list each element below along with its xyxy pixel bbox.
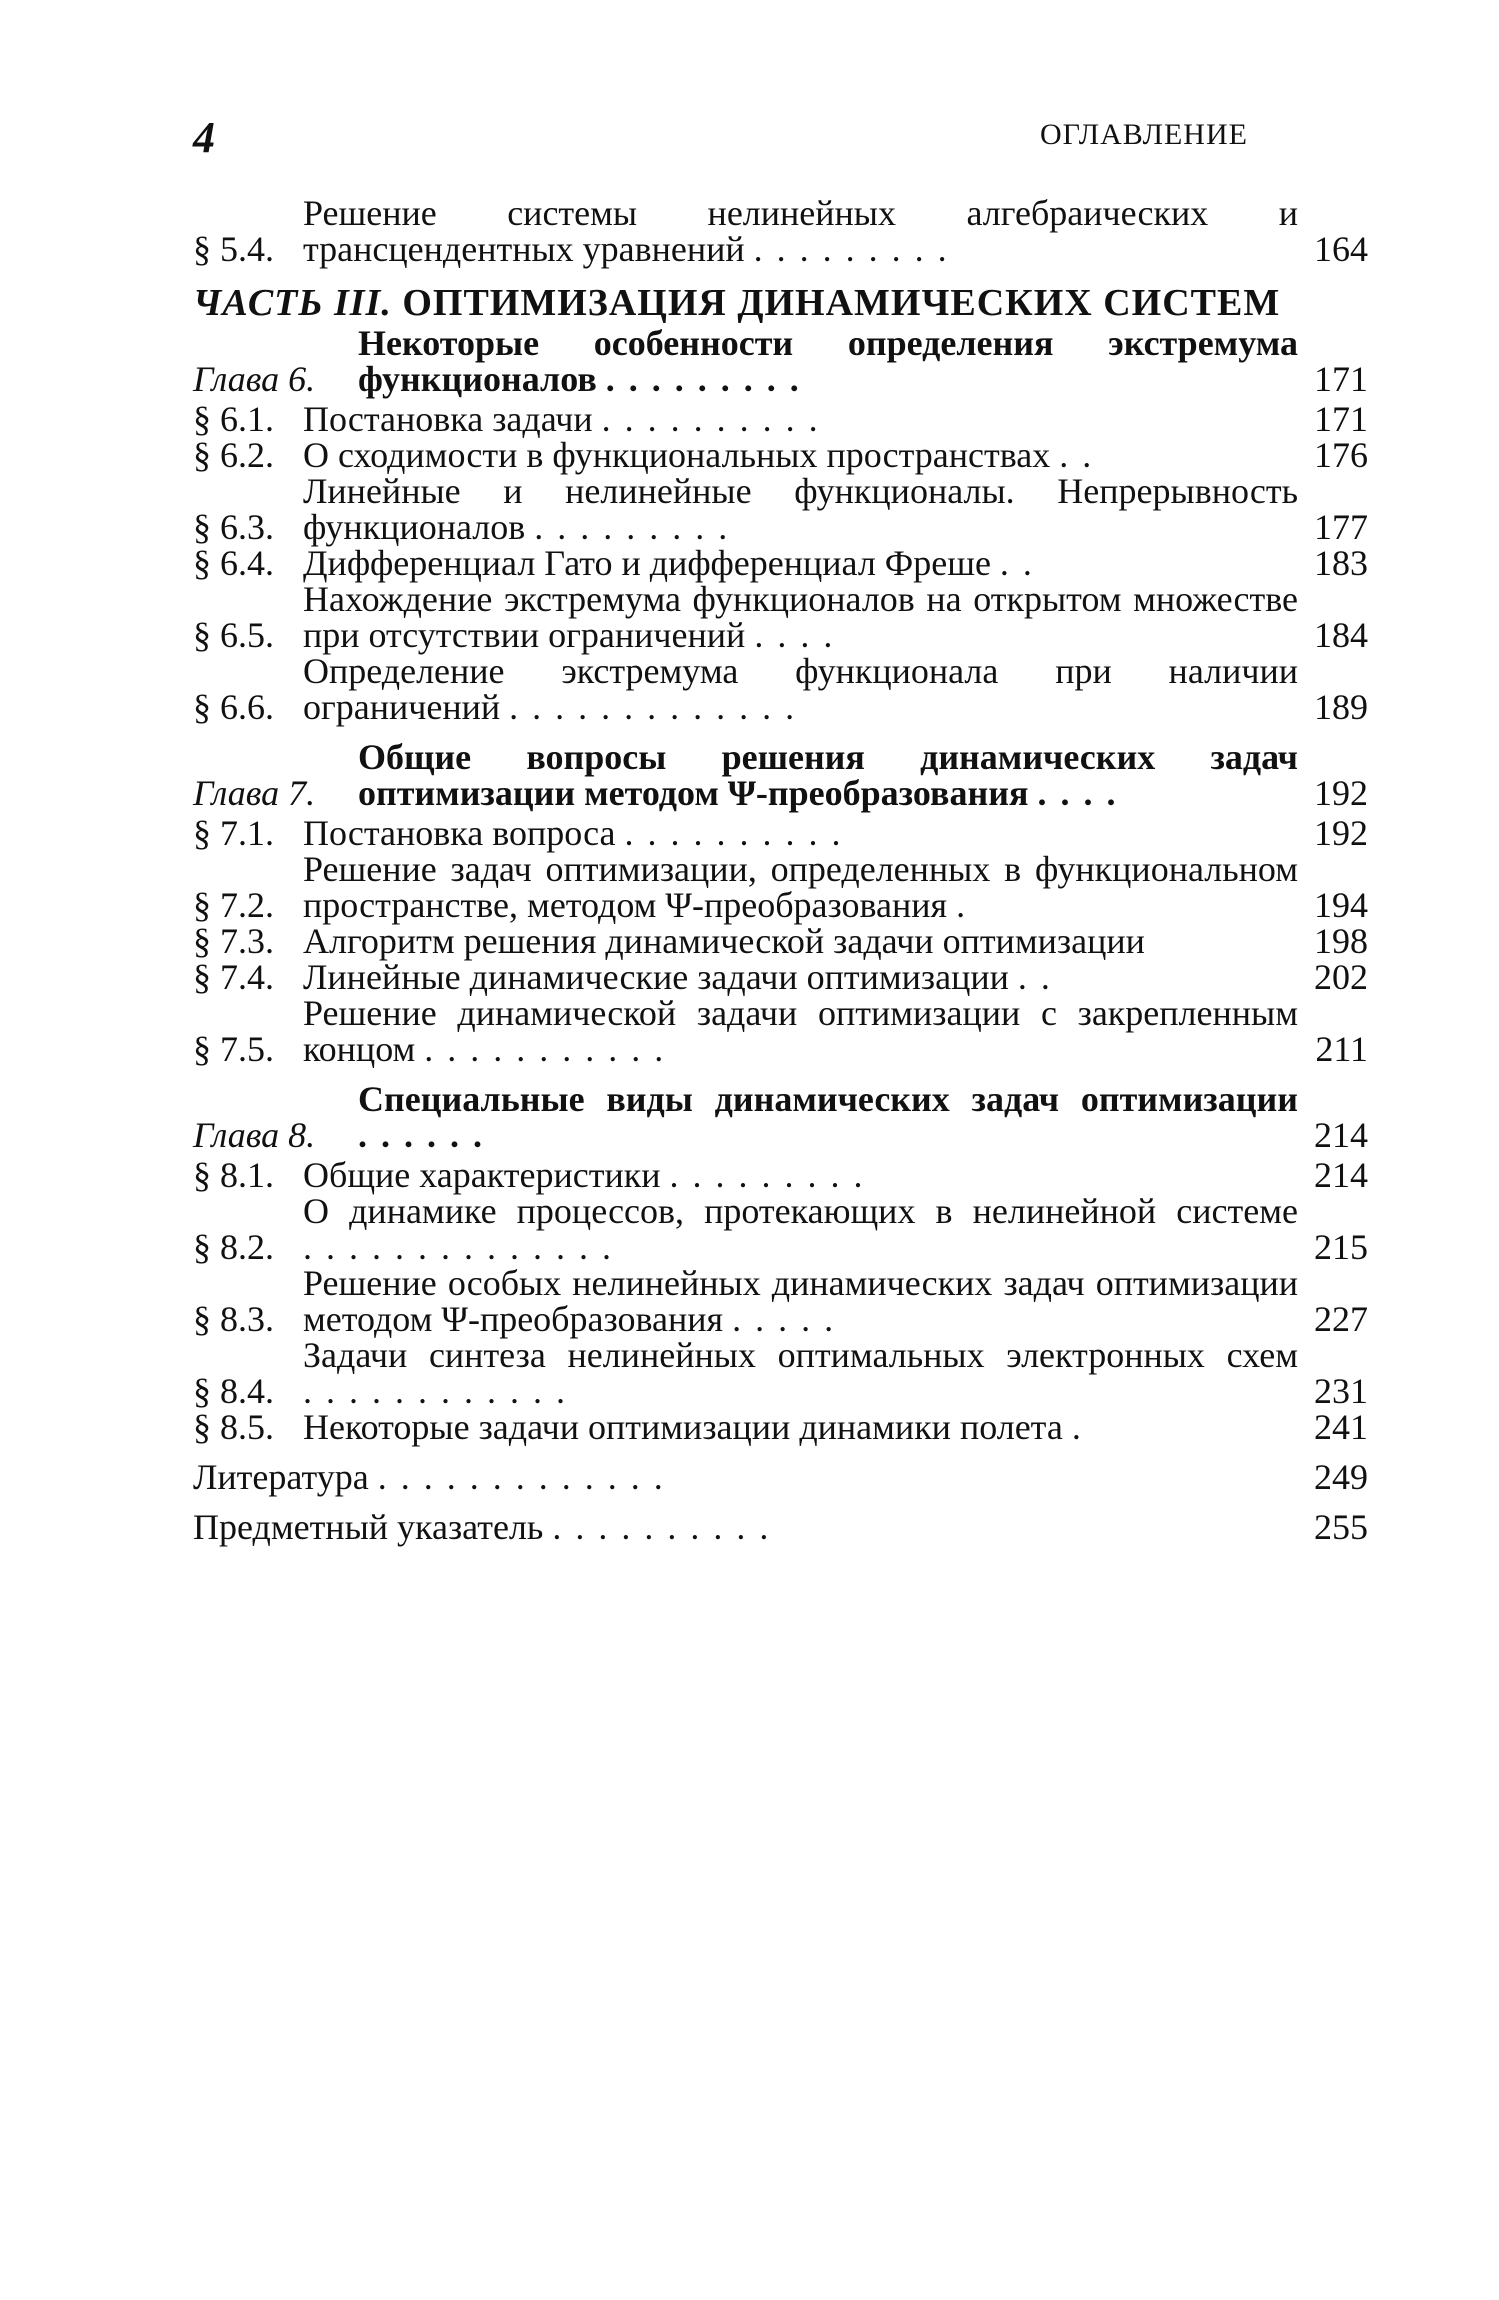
toc-entry (193, 401, 1368, 437)
toc-entry-page: 202 (1314, 957, 1368, 997)
toc-entry-page: 211 (1315, 1029, 1368, 1069)
toc-entry-number: § 6.2. (193, 435, 274, 475)
toc-entry-title: Общие вопросы решения динамических задач оптимизации методом Ψ-преобразования .... (358, 737, 1298, 813)
toc-entry-page: 183 (1314, 543, 1368, 583)
toc-entry-page: 214 (1314, 1155, 1368, 1195)
toc-entry-page: 171 (1314, 359, 1368, 399)
table-of-contents (193, 195, 1368, 1545)
toc-entry-title: Определение экстремума функционала при наличии ограничений ............. (303, 651, 1298, 727)
toc-entry-number: § 8.2. (193, 1227, 274, 1267)
toc-entry (193, 473, 1368, 545)
toc-entry-title: Специальные виды динамических задач оптимизации ...... (358, 1079, 1298, 1155)
toc-entry-title: Решение динамической задачи оптимизации с закрепленным концом ........... (303, 993, 1298, 1069)
toc-entry-title: Предметный указатель .......... (193, 1507, 783, 1547)
toc-entry-title: Линейные динамические задачи оптимизации .. (303, 957, 1064, 997)
toc-entry-number: § 8.1. (193, 1155, 274, 1195)
toc-entry (193, 815, 1368, 851)
toc-entry (193, 437, 1368, 473)
toc-entry-title: О динамике процессов, протекающих в нелинейной системе .............. (303, 1191, 1298, 1267)
toc-entry-title: Постановка задачи .......... (303, 399, 832, 439)
toc-entry-title: Решение особых нелинейных динамических задач оптимизации методом Ψ-преобразования ..... (303, 1263, 1298, 1339)
toc-entry-number: § 7.2. (193, 885, 274, 925)
toc-entry-number: § 8.4. (193, 1371, 274, 1411)
toc-entry (193, 1337, 1368, 1409)
toc-entry (193, 1459, 1368, 1495)
toc-chapter (193, 739, 1368, 811)
toc-entry-number: Глава 7. (193, 773, 316, 813)
toc-entry-number: § 7.4. (193, 957, 274, 997)
toc-entry-number: § 7.3. (193, 921, 274, 961)
toc-entry-page: 214 (1314, 1115, 1368, 1155)
toc-entry-page: 249 (1314, 1457, 1368, 1497)
toc-entry-title: Дифференциал Гато и дифференциал Фреше .. (303, 543, 1046, 583)
toc-entry-page: 177 (1314, 507, 1368, 547)
toc-entry-number: § 7.1. (193, 813, 274, 853)
toc-entry (193, 1157, 1368, 1193)
part-label: ЧАСТЬ III. (193, 282, 392, 324)
toc-entry-title: Некоторые задачи оптимизации динамики полета . (303, 1407, 1095, 1447)
toc-entry-page: 215 (1314, 1227, 1368, 1267)
toc-entry (193, 1265, 1368, 1337)
running-head: ОГЛАВЛЕНИЕ (1040, 118, 1248, 151)
toc-entry (193, 959, 1368, 995)
toc-entry (193, 195, 1368, 267)
toc-entry (193, 851, 1368, 923)
toc-entry-number: § 6.1. (193, 399, 274, 439)
toc-entry-number: Глава 6. (193, 359, 316, 399)
toc-entry-number: § 6.4. (193, 543, 274, 583)
toc-entry-page: 227 (1314, 1299, 1368, 1339)
toc-entry-title: О сходимости в функциональных пространствах .. (303, 435, 1106, 475)
toc-entry-page: 192 (1314, 773, 1368, 813)
toc-entry-page: 176 (1314, 435, 1368, 475)
toc-entry-page: 241 (1314, 1407, 1368, 1447)
toc-entry-title: Решение задач оптимизации, определенных в функциональном пространстве, методом Ψ-преобразования . (303, 849, 1298, 925)
toc-entry-page: 189 (1314, 687, 1368, 727)
toc-entry-page: 231 (1314, 1371, 1368, 1411)
toc-entry-number: § 6.5. (193, 615, 274, 655)
toc-chapter (193, 325, 1368, 397)
toc-entry (193, 1409, 1368, 1445)
page-number: 4 (193, 113, 215, 162)
toc-entry (193, 923, 1368, 959)
toc-entry (193, 653, 1368, 725)
toc-entry (193, 1509, 1368, 1545)
toc-entry-number: § 8.5. (193, 1407, 274, 1447)
toc-entry (193, 545, 1368, 581)
toc-entry-title: Линейные и нелинейные функционалы. Непрерывность функционалов ......... (303, 471, 1298, 547)
part-title: ОПТИМИЗАЦИЯ ДИНАМИЧЕСКИХ СИСТЕМ (402, 282, 1281, 324)
toc-entry (193, 995, 1368, 1067)
toc-entry-title: Постановка вопроса .......... (303, 813, 855, 853)
part-heading (193, 282, 1368, 324)
toc-entry-title: Общие характеристики ......... (303, 1155, 877, 1195)
toc-entry-page: 194 (1314, 885, 1368, 925)
toc-entry-title: Нахождение экстремума функционалов на открытом множестве при отсутствии ограничений .... (303, 579, 1298, 655)
toc-entry (193, 581, 1368, 653)
toc-entry (193, 1193, 1368, 1265)
toc-entry-title: Задачи синтеза нелинейных оптимальных электронных схем ............ (303, 1335, 1298, 1411)
toc-entry-page: 184 (1314, 615, 1368, 655)
toc-entry-page: 164 (1314, 229, 1368, 269)
toc-entry-title: Решение системы нелинейных алгебраических и трансцендентных уравнений ......... (303, 193, 1298, 269)
toc-entry-number: § 5.4. (193, 229, 274, 269)
toc-chapter (193, 1081, 1368, 1153)
toc-entry-number: § 6.3. (193, 507, 274, 547)
toc-entry-number: § 7.5. (193, 1029, 274, 1069)
toc-entry-page: 171 (1314, 399, 1368, 439)
toc-entry-title: Некоторые особенности определения экстремума функционалов ......... (358, 323, 1298, 399)
toc-entry-number: Глава 8. (193, 1115, 316, 1155)
toc-entry-page: 255 (1314, 1507, 1368, 1547)
toc-entry-number: § 8.3. (193, 1299, 274, 1339)
toc-entry-title: Литература ............. (193, 1457, 677, 1497)
toc-entry-page: 198 (1314, 921, 1368, 961)
toc-entry-page: 192 (1314, 813, 1368, 853)
toc-entry-number: § 6.6. (193, 687, 274, 727)
toc-entry-title: Алгоритм решения динамической задачи оптимизации (303, 921, 1145, 961)
